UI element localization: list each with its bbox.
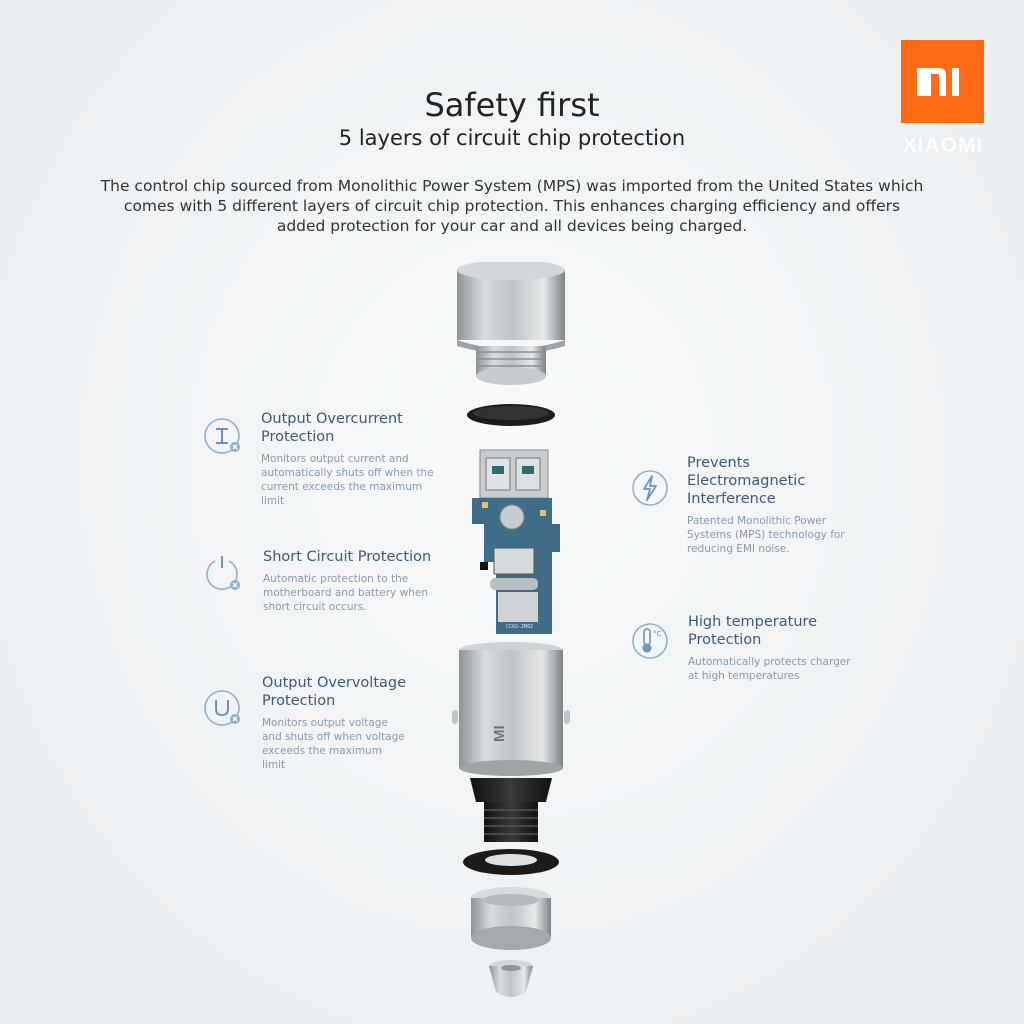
feature-description: Automatic protection to the motherboard and battery when short circuit occurs.	[263, 573, 428, 613]
feature-title: Output Overcurrent Protection	[261, 411, 403, 445]
page-subtitle: 5 layers of circuit chip protection	[338, 126, 686, 150]
main-body	[452, 642, 570, 776]
lightning-icon	[630, 468, 670, 508]
body-mi-logo: MI	[491, 725, 508, 742]
circuit-board	[472, 450, 560, 634]
feature-title: High temperature Protection	[688, 614, 818, 648]
car-charger-exploded-view	[440, 262, 590, 1012]
feature-description: Patented Monolithic Power Systems (MPS) technology for reducing EMI noise.	[687, 515, 845, 555]
feature-title: Output Overvoltage Protection	[262, 675, 407, 709]
intro-paragraph: The control chip sourced from Monolithic Power System (MPS) was imported from the United States which comes with 5 different layers of circuit chip protection. This enhances charging efficiency and offers added protection for your car and all devices being charged.	[100, 177, 924, 235]
contact-tip	[489, 960, 533, 997]
short-circuit-icon	[202, 552, 242, 592]
feature-title: Short Circuit Protection	[263, 549, 432, 565]
voltage-protection-icon	[202, 688, 242, 728]
feature-description: Monitors output voltage and shuts off when voltage exceeds the maximum limit	[262, 717, 405, 771]
xiaomi-wordmark: XIAOMI	[902, 134, 984, 157]
feature-description: Automatically protects charger at high temperatures	[688, 656, 851, 682]
feature-description: Monitors output current and automatically shuts off when the current exceeds the maximum limit	[261, 453, 434, 507]
top-cap	[457, 262, 565, 385]
current-protection-icon	[202, 416, 242, 456]
feature-title: Prevents Electromagnetic Interference	[687, 455, 806, 507]
bottom-connector	[470, 778, 552, 842]
pcb-label: CC02-ZM02	[506, 624, 534, 630]
thermometer-icon	[630, 621, 670, 661]
page-title: Safety first	[424, 86, 600, 124]
black-ring	[463, 849, 559, 875]
metal-cup	[471, 887, 551, 950]
svg-text:°C: °C	[653, 630, 662, 638]
